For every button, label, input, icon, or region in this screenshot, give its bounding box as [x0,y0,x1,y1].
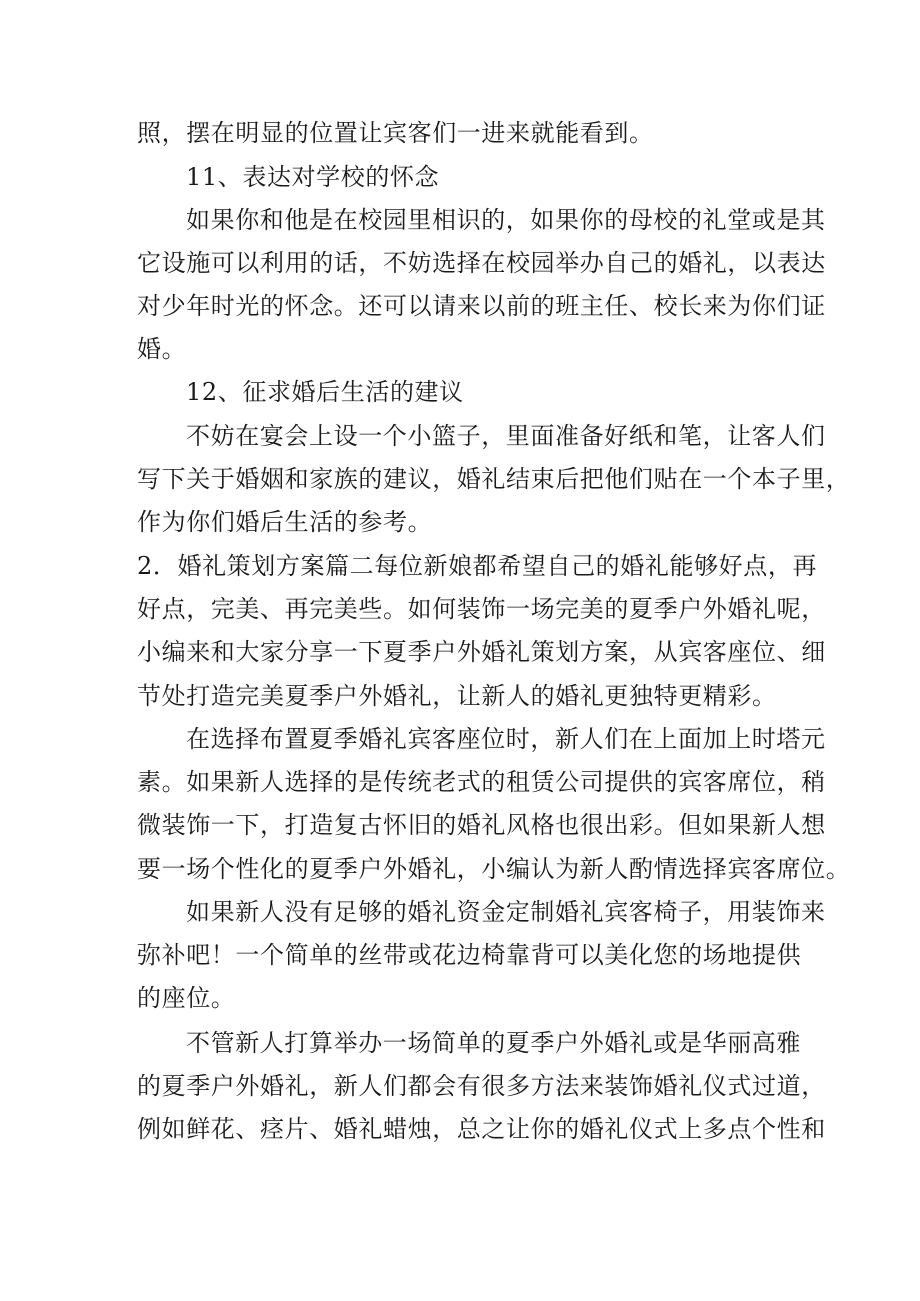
text-line: 的夏季户外婚礼，新人们都会有很多方法来装饰婚礼仪式过道， [137,1072,826,1100]
text-line: 弥补吧！一个简单的丝带或花边椅靠背可以美化您的场地提供 [137,941,802,969]
text-line: 小编来和大家分享一下夏季户外婚礼策划方案，从宾客座位、细 [137,638,826,666]
text-line: 不妨在宴会上设一个小篮子，里面准备好纸和笔，让客人们 [186,422,826,450]
text-line: 它设施可以利用的话，不妨选择在校园举办自己的婚礼，以表达 [137,249,826,277]
text-line: 不管新人打算举办一场简单的夏季户外婚礼或是华丽高雅 [186,1029,801,1057]
text-line: 的座位。 [137,984,236,1012]
text-line: 节处打造完美夏季户外婚礼，让新人的婚礼更独特更精彩。 [137,682,777,710]
section-heading: 12、征求婚后生活的建议 [186,378,464,406]
text-line: 作为你们婚后生活的参考。 [137,508,433,536]
text-line: 对少年时光的怀念。还可以请来以前的班主任、校长来为你们证 [137,292,826,320]
text-line: 微装饰一下，打造复古怀旧的婚礼风格也很出彩。但如果新人想 [137,811,826,839]
text-line: 写下关于婚姻和家族的建议，婚礼结束后把他们贴在一个本子里， [137,465,851,493]
text-line: 如果你和他是在校园里相识的，如果你的母校的礼堂或是其 [186,206,826,234]
text-line: 在选择布置夏季婚礼宾客座位时，新人们在上面加上时塔元 [186,725,826,753]
text-line: 2．婚礼策划方案篇二每位新娘都希望自己的婚礼能够好点，再 [137,552,818,580]
text-line: 素。如果新人选择的是传统老式的租赁公司提供的宾客席位，稍 [137,768,826,796]
text-line: 好点，完美、再完美些。如何装饰一场完美的夏季户外婚礼呢， [137,595,826,623]
text-line: 照，摆在明显的位置让宾客们一进来就能看到。 [137,119,654,147]
text-line: 婚。 [137,335,187,363]
text-line: 要一场个性化的夏季户外婚礼，小编认为新人酌情选择宾客席位。 [137,855,851,883]
text-line: 如果新人没有足够的婚礼资金定制婚礼宾客椅子，用装饰来 [186,898,826,926]
text-line: 例如鲜花、痉片、婚礼蜡烛，总之让你的婚礼仪式上多点个性和 [137,1115,826,1143]
section-heading: 11、表达对学校的怀念 [186,163,440,191]
